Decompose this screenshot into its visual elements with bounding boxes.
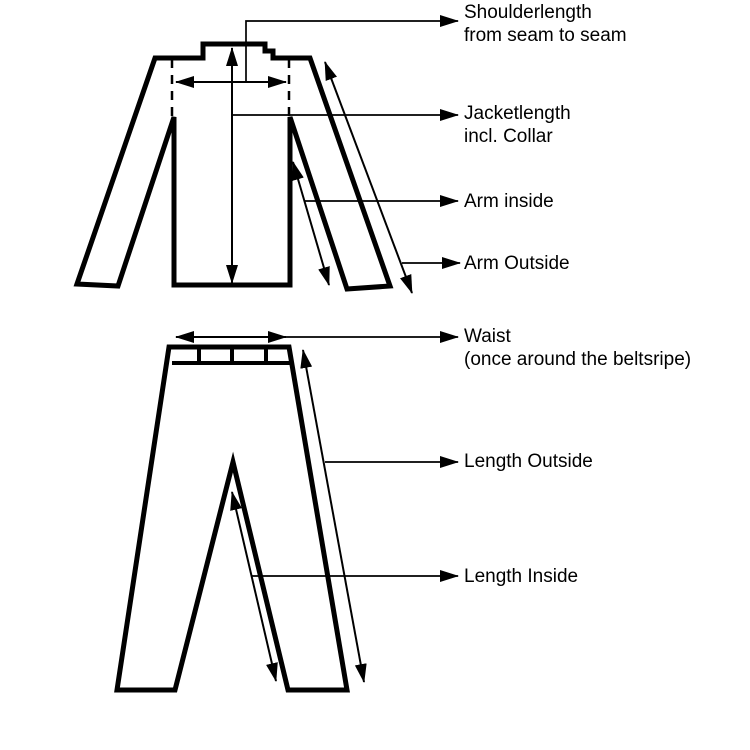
label-arm-outside: Arm Outside [464,253,570,274]
label-jacketlength-line1: Jacketlength [464,103,571,124]
jacket-drawing [77,21,460,293]
label-waist [464,325,691,371]
label-length-outside: Length Outside [464,451,593,472]
label-length-inside: Length Inside [464,566,579,587]
label-jacketlength [464,102,571,148]
label-shoulderlength-line2: from seam to seam [464,25,627,46]
trousers-drawing [117,337,458,690]
jacket-outline [77,44,390,289]
label-waist-line2: (once around the beltsripe) [464,349,692,370]
label-shoulderlength-line1: Shoulderlength [464,2,592,23]
label-shoulderlength [464,1,627,47]
label-arm-inside: Arm inside [464,191,554,212]
label-jacketlength-line2: incl. Collar [464,126,553,147]
label-waist-line1: Waist [464,326,511,347]
